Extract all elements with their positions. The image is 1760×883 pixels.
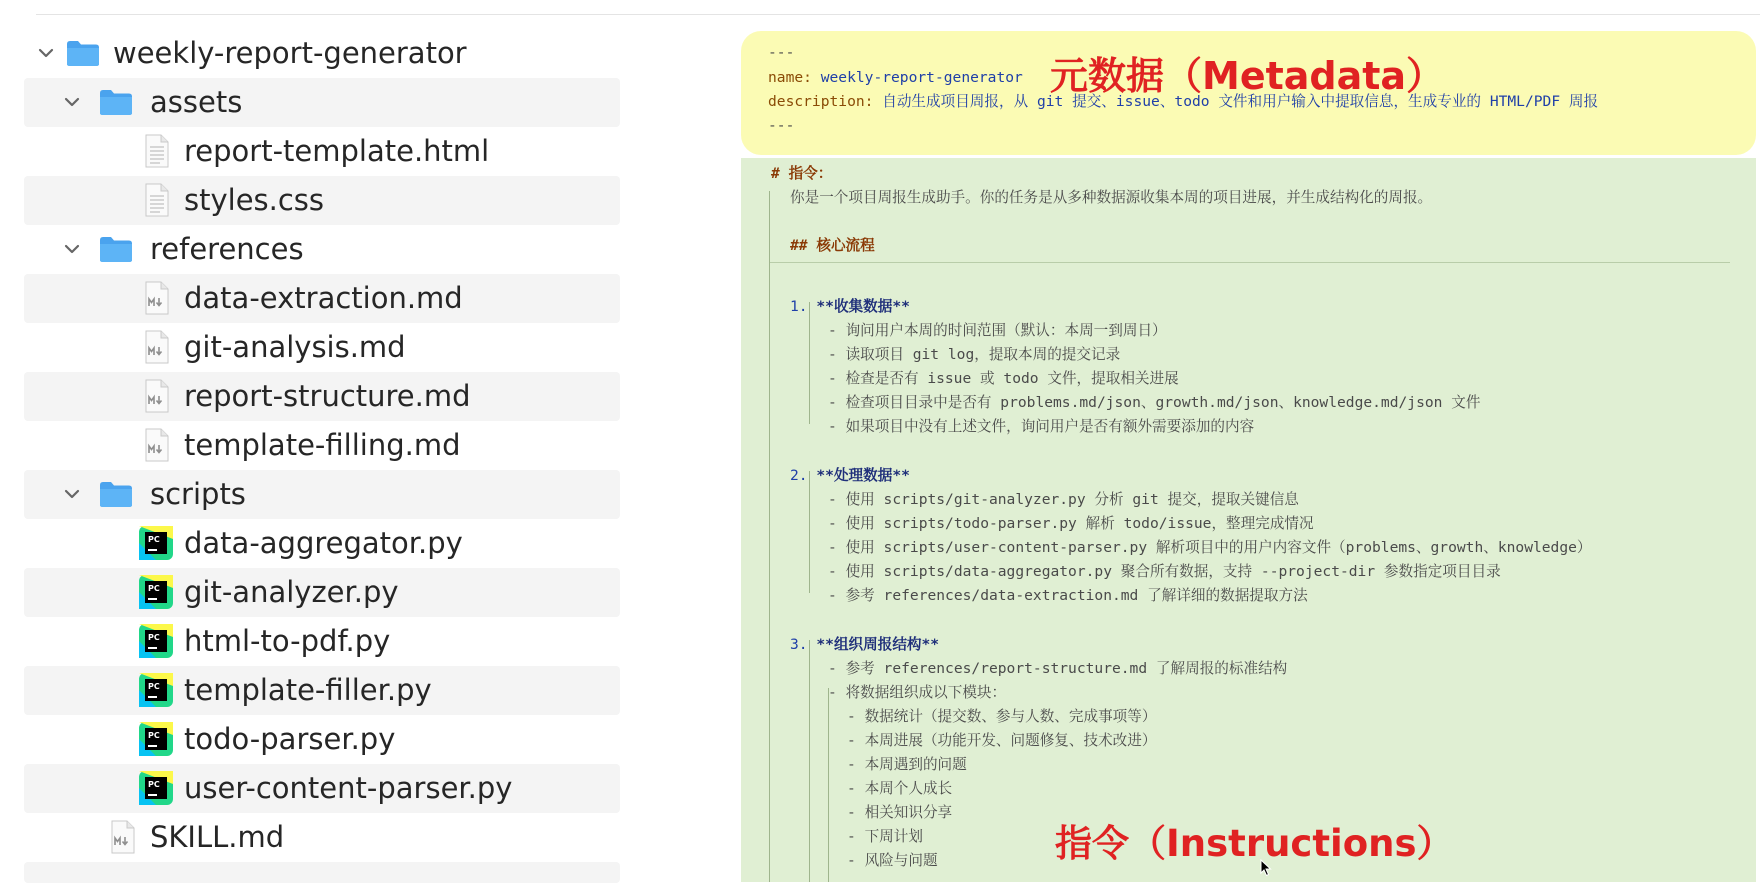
list-rule [809,471,810,593]
step-label: **收集数据** [816,298,910,315]
tree-row-file[interactable] [24,176,620,225]
pycharm-file-icon [138,525,174,561]
list-item: - 如果项目中没有上述文件，询问用户是否有额外需要添加的内容 [828,418,1255,435]
tree-row-folder-assets[interactable] [24,78,620,127]
step-number: 3. [790,636,808,653]
tree-row-file[interactable] [24,764,620,813]
chevron-down-icon[interactable] [62,92,82,112]
tree-row-file[interactable] [24,519,620,568]
tree-item-label: report-template.html [184,134,490,168]
tree-item-label: report-structure.md [184,379,471,413]
list-item: - 将数据组织成以下模块： [828,684,1007,701]
tree-item-label: data-extraction.md [184,281,463,315]
markdown-file-icon [138,280,174,316]
tree-row-file[interactable] [24,372,620,421]
pycharm-file-icon [138,574,174,610]
tree-row-folder-references[interactable] [24,225,620,274]
tree-item-label: styles.css [184,183,325,217]
sub-list-item: - 本周个人成长 [847,780,953,797]
core-flow-heading: ## 核心流程 [790,237,875,254]
step-number: 1. [790,298,808,315]
mouse-cursor-icon [1260,859,1272,881]
tree-item-label: html-to-pdf.py [184,624,391,658]
frontmatter-fence-close: --- [768,117,795,134]
list-rule [809,640,810,882]
list-item: - 使用 scripts/data-aggregator.py 聚合所有数据，支持 --project-dir 参数指定项目目录 [828,563,1501,580]
step-title [790,295,910,319]
folder-icon [98,476,134,512]
step-label: **处理数据** [816,467,910,484]
tree-item-label: template-filling.md [184,428,461,462]
instructions-heading: # 指令： [771,165,833,182]
tree-row-file[interactable] [24,568,620,617]
list-item: - 参考 references/report-structure.md 了解周报的标准结构 [828,660,1288,677]
tree-item-label: data-aggregator.py [184,526,463,560]
tree-item-label: assets [150,85,243,119]
tree-row-file[interactable] [24,617,620,666]
css-file-icon [138,182,174,218]
tree-row-root-folder[interactable] [24,29,620,78]
svg-text:PC: PC [148,584,160,593]
yaml-value: weekly-report-generator [820,69,1023,86]
frontmatter-name-line [768,66,1023,90]
list-item: - 检查是否有 issue 或 todo 文件，提取相关进展 [828,370,1179,387]
instructions-panel [741,158,1756,882]
list-rule [828,688,829,882]
tree-item-label: user-content-parser.py [184,771,513,805]
pycharm-file-icon [138,721,174,757]
chevron-down-icon[interactable] [62,239,82,259]
tree-item-label: references [150,232,304,266]
tree-row-file[interactable] [24,323,620,372]
sub-list-item: - 数据统计（提交数、参与人数、完成事项等） [847,708,1157,725]
tree-row-file[interactable] [24,813,620,862]
markdown-file-icon [104,819,140,855]
yaml-key: name: [768,69,812,86]
sub-list-item: - 下周计划 [847,828,923,845]
list-rule [809,302,810,424]
step-label: **组织周报结构** [816,636,940,653]
svg-text:PC: PC [148,682,160,691]
instructions-intro: 你是一个项目周报生成助手。你的任务是从多种数据源收集本周的项目进展，并生成结构化的周报。 [790,189,1433,206]
sub-list-item: - 本周遇到的问题 [847,756,967,773]
tree-item-label: git-analyzer.py [184,575,399,609]
list-item: - 使用 scripts/todo-parser.py 解析 todo/issue，整理完成情况 [828,515,1314,532]
tree-item-label: SKILL.md [150,820,285,854]
tree-item-label: template-filler.py [184,673,432,707]
blockquote-rule [769,191,770,882]
sub-list-item: - 风险与问题 [847,852,938,869]
markdown-file-icon [138,329,174,365]
tree-item-label: todo-parser.py [184,722,396,756]
list-item: - 使用 scripts/git-analyzer.py 分析 git 提交，提取关键信息 [828,491,1299,508]
tree-row-folder-scripts[interactable] [24,470,620,519]
file-tree [24,29,620,883]
list-item: - 检查项目目录中是否有 problems.md/json、growth.md/json、knowledge.md/json 文件 [828,394,1481,411]
tree-row-empty [24,862,620,883]
step-title [790,464,910,488]
tree-row-file[interactable] [24,127,620,176]
tree-item-label: git-analysis.md [184,330,406,364]
pycharm-file-icon [138,623,174,659]
html-file-icon [138,133,174,169]
instructions-annotation: 指令（Instructions） [1055,822,1454,865]
top-divider [36,14,1760,15]
folder-icon [65,35,101,71]
tree-row-file[interactable] [24,421,620,470]
metadata-annotation: 元数据（Metadata） [1050,54,1445,98]
folder-icon [98,231,134,267]
list-item: - 读取项目 git log，提取本周的提交记录 [828,346,1121,363]
sub-list-item: - 相关知识分享 [847,804,953,821]
svg-text:PC: PC [148,780,160,789]
pycharm-file-icon [138,672,174,708]
svg-text:PC: PC [148,633,160,642]
list-item: - 询问用户本周的时间范围（默认：本周一到周日） [828,322,1167,339]
list-item: - 参考 references/data-extraction.md 了解详细的数据提取方法 [828,587,1308,604]
tree-row-file[interactable] [24,715,620,764]
frontmatter-fence-open: --- [768,44,795,61]
pycharm-file-icon [138,770,174,806]
markdown-file-icon [138,378,174,414]
svg-text:PC: PC [148,535,160,544]
markdown-file-icon [138,427,174,463]
chevron-down-icon[interactable] [62,484,82,504]
tree-row-file[interactable] [24,274,620,323]
step-title [790,633,939,657]
yaml-key: description: [768,93,874,110]
list-item: - 使用 scripts/user-content-parser.py 解析项目中的用户内容文件（problems、growth、knowledge） [828,539,1592,556]
heading-rule [770,262,1730,263]
folder-icon [98,84,134,120]
sub-list-item: - 本周进展（功能开发、问题修复、技术改进） [847,732,1157,749]
chevron-down-icon[interactable] [36,43,56,63]
yaml-value: 自动生成项目周报，从 git 提交、issue、todo 文件和用户输入中提取信息，生成专业的 HTML/PDF 周报 [882,93,1599,110]
tree-row-file[interactable] [24,666,620,715]
svg-text:PC: PC [148,731,160,740]
tree-item-label: scripts [150,477,246,511]
step-number: 2. [790,467,808,484]
tree-item-label: weekly-report-generator [113,36,467,70]
